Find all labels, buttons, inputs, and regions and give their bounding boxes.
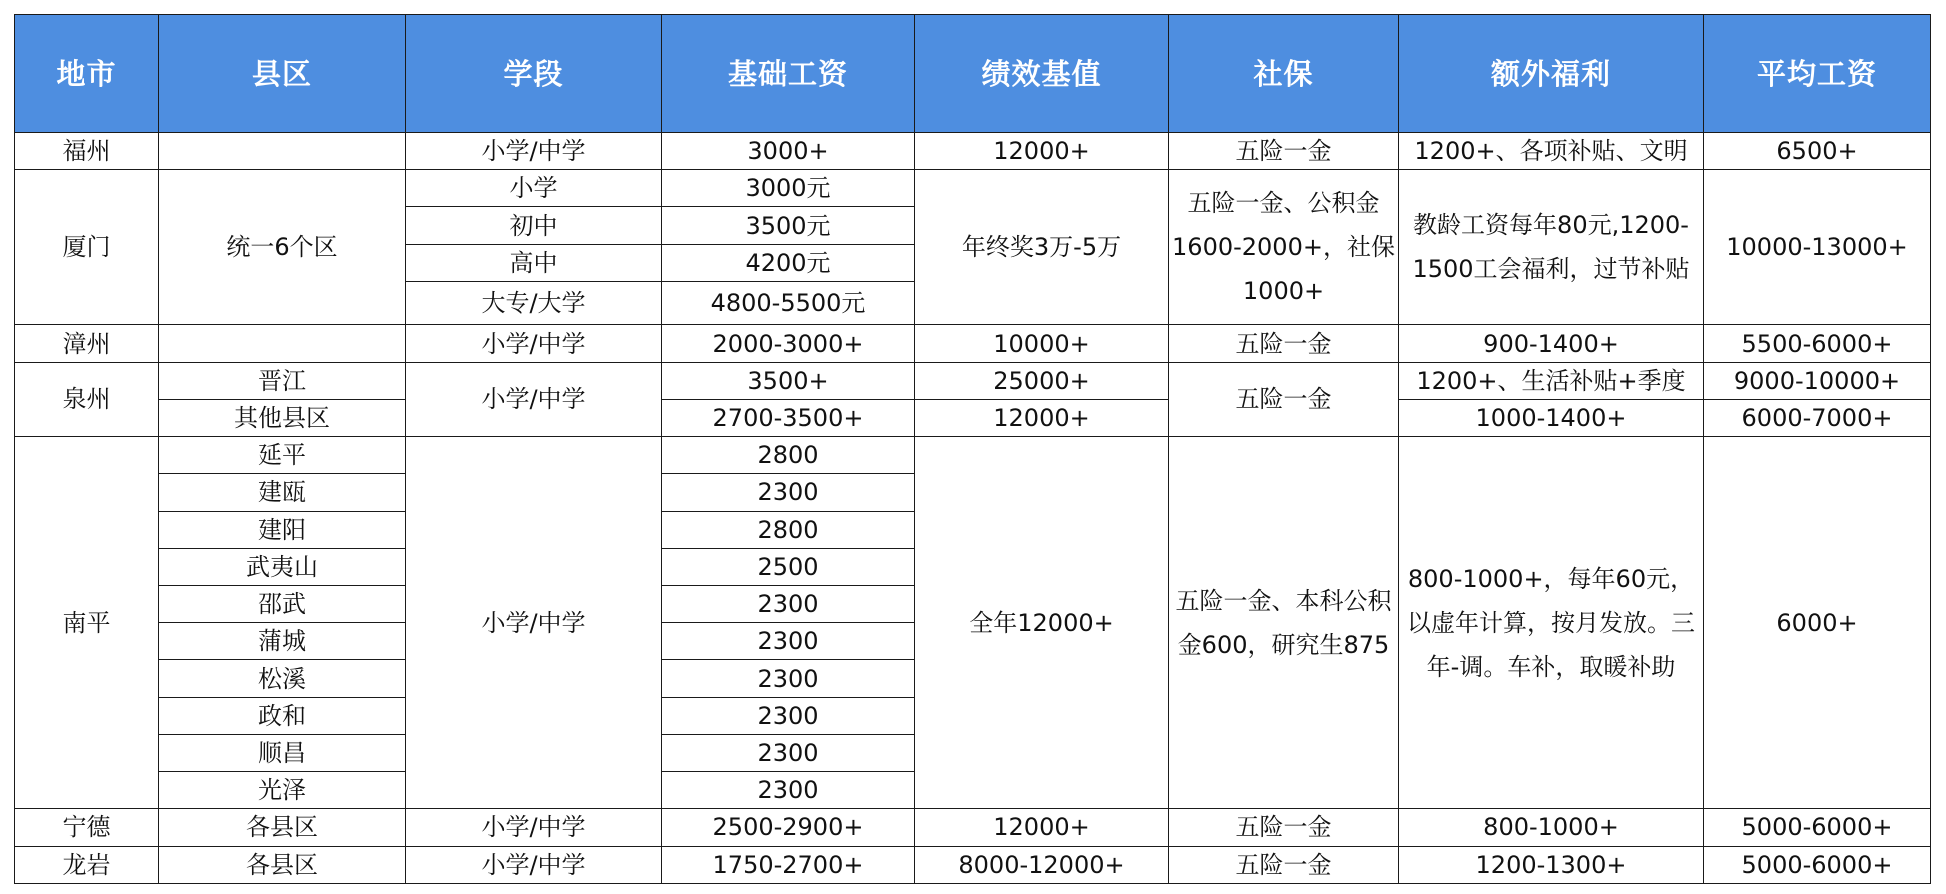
district-cell: 晋江 bbox=[159, 362, 406, 399]
average-salary-cell: 5000-6000+ bbox=[1704, 846, 1931, 883]
header-district: 县区 bbox=[159, 15, 406, 133]
stage-cell: 小学/中学 bbox=[406, 846, 662, 883]
stage-cell: 大专/大学 bbox=[406, 281, 662, 325]
average-salary-cell: 5000-6000+ bbox=[1704, 809, 1931, 846]
stage-cell: 小学/中学 bbox=[406, 437, 662, 809]
district-cell: 顺昌 bbox=[159, 734, 406, 771]
base-salary-cell: 4200元 bbox=[662, 244, 915, 281]
base-salary-cell: 2300 bbox=[662, 772, 915, 809]
social-insurance-cell: 五险一金 bbox=[1169, 325, 1399, 362]
district-cell: 建瓯 bbox=[159, 474, 406, 511]
base-salary-cell: 3500元 bbox=[662, 207, 915, 244]
district-cell bbox=[159, 325, 406, 362]
base-salary-cell: 2300 bbox=[662, 660, 915, 697]
stage-cell: 小学/中学 bbox=[406, 325, 662, 362]
header-base-salary: 基础工资 bbox=[662, 15, 915, 133]
header-performance: 绩效基值 bbox=[915, 15, 1169, 133]
table-row bbox=[15, 846, 1931, 883]
header-average-salary: 平均工资 bbox=[1704, 15, 1931, 133]
average-salary-cell: 5500-6000+ bbox=[1704, 325, 1931, 362]
stage-cell: 初中 bbox=[406, 207, 662, 244]
average-salary-cell: 6000+ bbox=[1704, 437, 1931, 809]
base-salary-cell: 2300 bbox=[662, 734, 915, 771]
city-cell: 龙岩 bbox=[15, 846, 159, 883]
base-salary-cell: 2500-2900+ bbox=[662, 809, 915, 846]
district-cell: 延平 bbox=[159, 437, 406, 474]
performance-cell: 12000+ bbox=[915, 133, 1169, 170]
district-cell: 其他县区 bbox=[159, 399, 406, 436]
performance-cell: 25000+ bbox=[915, 362, 1169, 399]
extra-benefits-cell: 1000-1400+ bbox=[1399, 399, 1704, 436]
table-row bbox=[15, 399, 1931, 436]
performance-cell: 全年12000+ bbox=[915, 437, 1169, 809]
city-cell: 福州 bbox=[15, 133, 159, 170]
district-cell: 武夷山 bbox=[159, 548, 406, 585]
base-salary-cell: 2800 bbox=[662, 511, 915, 548]
social-insurance-cell: 五险一金 bbox=[1169, 362, 1399, 436]
table-row bbox=[15, 362, 1931, 399]
table-row bbox=[15, 809, 1931, 846]
performance-cell: 12000+ bbox=[915, 399, 1169, 436]
base-salary-cell: 1750-2700+ bbox=[662, 846, 915, 883]
extra-benefits-cell: 教龄工资每年80元,1200-1500工会福利，过节补贴 bbox=[1399, 170, 1704, 325]
extra-benefits-cell: 800-1000+ bbox=[1399, 809, 1704, 846]
social-insurance-cell: 五险一金、公积金1600-2000+，社保1000+ bbox=[1169, 170, 1399, 325]
base-salary-cell: 2300 bbox=[662, 474, 915, 511]
base-salary-cell: 2000-3000+ bbox=[662, 325, 915, 362]
table-row bbox=[15, 437, 1931, 474]
extra-benefits-cell: 1200-1300+ bbox=[1399, 846, 1704, 883]
extra-benefits-cell: 800-1000+，每年60元，以虚年计算，按月发放。三年-调。车补，取暖补助 bbox=[1399, 437, 1704, 809]
table-row bbox=[15, 133, 1931, 170]
extra-benefits-cell: 1200+、各项补贴、文明 bbox=[1399, 133, 1704, 170]
average-salary-cell: 10000-13000+ bbox=[1704, 170, 1931, 325]
performance-cell: 10000+ bbox=[915, 325, 1169, 362]
table-row bbox=[15, 170, 1931, 207]
city-cell: 宁德 bbox=[15, 809, 159, 846]
district-cell: 政和 bbox=[159, 697, 406, 734]
header-extra-benefits: 额外福利 bbox=[1399, 15, 1704, 133]
social-insurance-cell: 五险一金、本科公积金600，研究生875 bbox=[1169, 437, 1399, 809]
district-cell: 松溪 bbox=[159, 660, 406, 697]
stage-cell: 小学 bbox=[406, 170, 662, 207]
average-salary-cell: 9000-10000+ bbox=[1704, 362, 1931, 399]
stage-cell: 小学/中学 bbox=[406, 362, 662, 436]
district-cell: 统一6个区 bbox=[159, 170, 406, 325]
base-salary-cell: 2500 bbox=[662, 548, 915, 585]
city-cell: 厦门 bbox=[15, 170, 159, 325]
header-row bbox=[15, 15, 1931, 133]
stage-cell: 小学/中学 bbox=[406, 133, 662, 170]
extra-benefits-cell: 900-1400+ bbox=[1399, 325, 1704, 362]
average-salary-cell: 6500+ bbox=[1704, 133, 1931, 170]
base-salary-cell: 2300 bbox=[662, 623, 915, 660]
base-salary-cell: 3000元 bbox=[662, 170, 915, 207]
social-insurance-cell: 五险一金 bbox=[1169, 133, 1399, 170]
district-cell: 邵武 bbox=[159, 586, 406, 623]
district-cell: 各县区 bbox=[159, 809, 406, 846]
district-cell: 建阳 bbox=[159, 511, 406, 548]
table-row bbox=[15, 325, 1931, 362]
stage-cell: 高中 bbox=[406, 244, 662, 281]
district-cell bbox=[159, 133, 406, 170]
average-salary-cell: 6000-7000+ bbox=[1704, 399, 1931, 436]
base-salary-cell: 4800-5500元 bbox=[662, 281, 915, 325]
base-salary-cell: 3500+ bbox=[662, 362, 915, 399]
district-cell: 光泽 bbox=[159, 772, 406, 809]
city-cell: 泉州 bbox=[15, 362, 159, 436]
district-cell: 各县区 bbox=[159, 846, 406, 883]
header-city: 地市 bbox=[15, 15, 159, 133]
base-salary-cell: 3000+ bbox=[662, 133, 915, 170]
performance-cell: 12000+ bbox=[915, 809, 1169, 846]
base-salary-cell: 2800 bbox=[662, 437, 915, 474]
district-cell: 蒲城 bbox=[159, 623, 406, 660]
city-cell: 漳州 bbox=[15, 325, 159, 362]
header-stage: 学段 bbox=[406, 15, 662, 133]
social-insurance-cell: 五险一金 bbox=[1169, 809, 1399, 846]
extra-benefits-cell: 1200+、生活补贴+季度 bbox=[1399, 362, 1704, 399]
salary-table bbox=[14, 14, 1931, 884]
base-salary-cell: 2700-3500+ bbox=[662, 399, 915, 436]
performance-cell: 8000-12000+ bbox=[915, 846, 1169, 883]
city-cell: 南平 bbox=[15, 437, 159, 809]
base-salary-cell: 2300 bbox=[662, 586, 915, 623]
stage-cell: 小学/中学 bbox=[406, 809, 662, 846]
header-social-insurance: 社保 bbox=[1169, 15, 1399, 133]
performance-cell: 年终奖3万-5万 bbox=[915, 170, 1169, 325]
social-insurance-cell: 五险一金 bbox=[1169, 846, 1399, 883]
base-salary-cell: 2300 bbox=[662, 697, 915, 734]
